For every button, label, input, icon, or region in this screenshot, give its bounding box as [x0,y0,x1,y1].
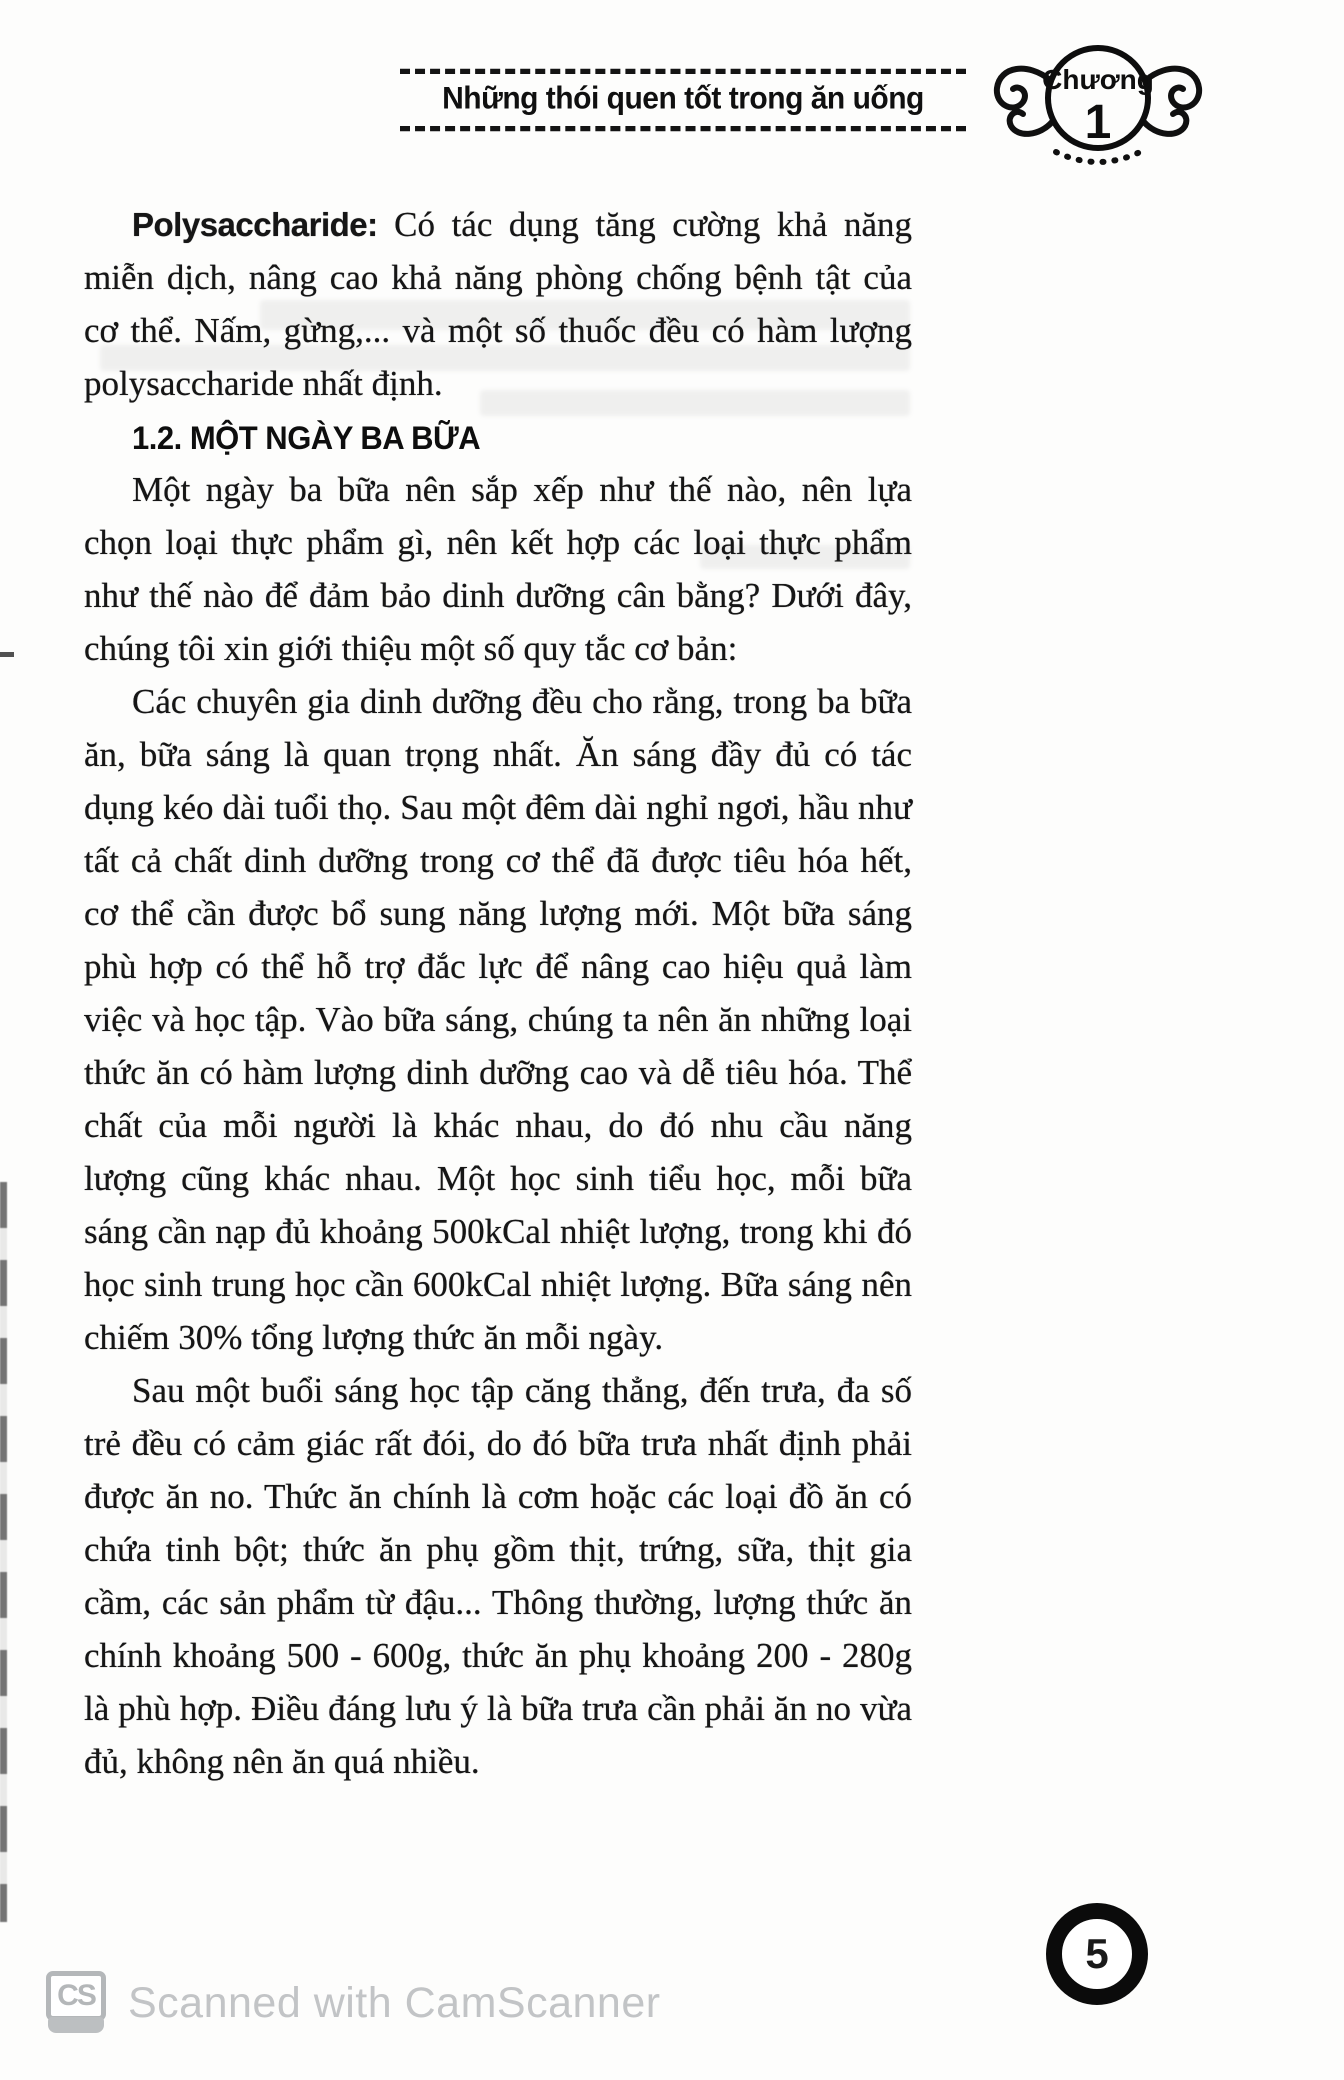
paragraph-three-meals-intro: Một ngày ba bữa nên sắp xếp như thế nào, nên lựa chọn loại thực phẩm gì, nên kết hợp các loại thực phẩm như thế nào để đảm bảo dinh dưỡng cân bằng? Dưới đây, chúng tôi xin giới thiệu một số quy tắc cơ bản: [84,470,912,668]
section-heading: 1.2. MỘT NGÀY BA BỮA [132,419,481,457]
paragraph-lunch: Sau một buổi sáng học tập căng thẳng, đến trưa, đa số trẻ đều có cảm giác rất đói, do đó bữa trưa nhất định phải được ăn no. Thức ăn chính là cơm hoặc các loại đồ ăn có chứa tinh bột; thức ăn phụ gồm thịt, trứng, sữa, thịt gia cầm, các sản phẩm từ đậu... Thông thường, lượng thức ăn chính khoảng 500 - 600g, thức ăn phụ khoảng 200 - 280g là phù hợp. Điều đáng lưu ý là bữa trưa cần phải ăn no vừa đủ, không nên ăn quá nhiều. [84,1371,912,1781]
page-number: 5 [1085,1930,1109,1977]
camscanner-watermark: Scanned with CamScanner [128,1978,661,2027]
chapter-ornament-icon [978,36,1218,176]
chapter-badge [978,36,1218,176]
camscanner-footer [46,1968,661,2038]
camscanner-logo-letters: CS [46,1971,106,2021]
chapter-label: Chương [1042,64,1154,95]
paragraph-lead-term: Polysaccharide: [132,206,378,243]
chapter-number: 1 [1084,96,1112,149]
page-number-badge [1046,1903,1148,2005]
paragraph-lead-rest: Có tác dụng tăng cường khả năng miễn dịch, nâng cao khả năng phòng chống bệnh tật của cơ thể. Nấm, gừng,... và một số thuốc đều có hàm lượng polysaccharide nhất định. [84,205,912,403]
camscanner-logo-base [48,2017,104,2033]
page-body [84,198,912,1788]
scan-edge-artifact [0,1182,7,1922]
paragraph-polysaccharide [84,198,912,410]
running-header-title: Những thói quen tốt trong ăn uống [400,69,966,131]
scan-mark [0,652,14,657]
camscanner-logo-icon [46,1971,106,2035]
paragraph-breakfast: Các chuyên gia dinh dưỡng đều cho rằng, trong ba bữa ăn, bữa sáng là quan trọng nhất. Ăn sáng đầy đủ có tác dụng kéo dài tuổi thọ. Sau một đêm dài nghỉ ngơi, hầu như tất cả chất dinh dưỡng trong cơ thể đã được tiêu hóa hết, cơ thể cần được bổ sung năng lượng mới. Một bữa sáng phù hợp có thể hỗ trợ đắc lực để nâng cao hiệu quả làm việc và học tập. Vào bữa sáng, chúng ta nên ăn những loại thức ăn có hàm lượng dinh dưỡng cao và dễ tiêu hóa. Thể chất của mỗi người là khác nhau, do đó nhu cầu năng lượng cũng khác nhau. Một học sinh tiểu học, mỗi bữa sáng cần nạp đủ khoảng 500kCal nhiệt lượng, trong khi đó học sinh trung học cần 600kCal nhiệt lượng. Bữa sáng nên chiếm 30% tổng lượng thức ăn mỗi ngày. [84,682,912,1357]
